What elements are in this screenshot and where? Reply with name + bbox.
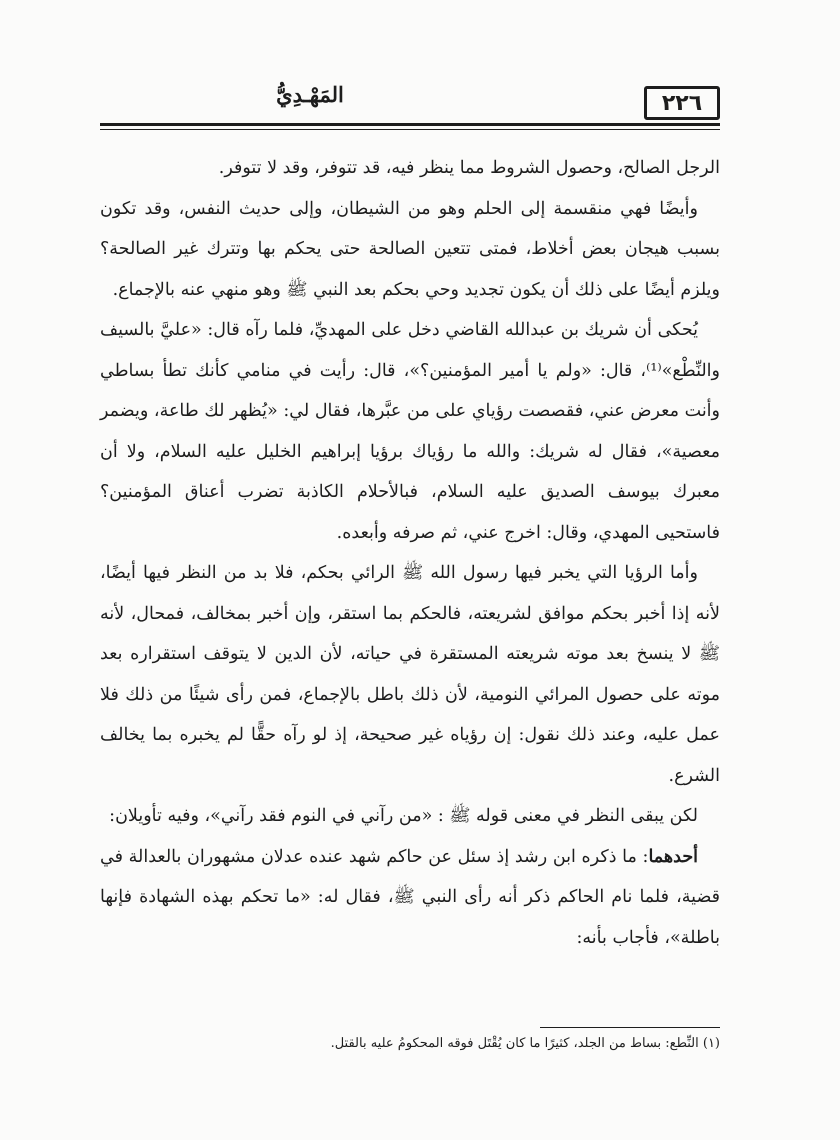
body-text (100, 148, 720, 958)
page-header (100, 80, 720, 124)
paragraph-first-interpretation (100, 837, 720, 959)
paragraph: يُحكى أن شريك بن عبدالله القاضي دخل على المهديِّ، فلما رآه قال: «عليَّ بالسيف والنِّطْع»⁽¹⁾، قال: «ولم يا أمير المؤمنين؟»، قال: رأيت في منامي كأنك تطأ بساطي وأنت معرض عني، فقصصت رؤياي على من عبَّرها، فقال لي: «يُظهر لك طاعة، ويضمر معصية»، فقال له شريك: والله ما رؤياك برؤيا إبراهيم الخليل عليه السلام، ولا أن معبرك بيوسف الصديق عليه السلام، فبالأحلام الكاذبة تضرب أعناق المؤمنين؟ فاستحيى المهدي، وقال: اخرج عني، ثم صرفه وأبعده. (100, 320, 720, 543)
paragraph: لكن يبقى النظر في معنى قوله ﷺ : «من رآني في النوم فقد رآني»، وفيه تأويلان: (109, 806, 698, 826)
header-rule-thin (100, 129, 720, 130)
header-rule-thick (100, 123, 720, 126)
running-title: المَهْـدِيُّ (276, 82, 344, 107)
paragraph: وأما الرؤيا التي يخبر فيها رسول الله ﷺ الرائي بحكم، فلا بد من النظر فيها أيضًا، لأنه إذا أخبر بحكم موافق لشريعته، فالحكم بما استقر، وإن أخبر بمخالف، فمحال، لأنه ﷺ لا ينسخ بعد موته شريعته المستقرة في حياته، لأن الدين لا يتوقف استقراره بعد موته على حصول المرائي النومية، لأن ذلك باطل بالإجماع، فمن رأى شيئًا من ذلك فلا عمل عليه، وعند ذلك نقول: إن رؤياه غير صحيحة، إذ لو رآه حقًّا لم يخبره بما يخالف الشرع. (100, 563, 720, 786)
interpretation-text: : ما ذكره ابن رشد إذ سئل عن حاكم شهد عنده عدلان مشهوران بالعدالة في قضية، فلما نام الحاكم ذكر أنه رأى النبي ﷺ، فقال له: «ما تحكم بهذه الشهادة فإنها باطلة»، فأجاب بأنه: (100, 846, 720, 948)
interpretation-lead: أحدهما (648, 846, 698, 867)
footnote-separator (540, 1027, 720, 1028)
paragraph: الرجل الصالح، وحصول الشروط مما ينظر فيه، قد تتوفر، وقد لا تتوفر. (218, 158, 720, 178)
page-number: ٢٢٦ (644, 86, 720, 120)
footnote: (١) النِّطع: بساط من الجلد، كثيرًا ما كان يُقْتَل فوقه المحكومُ عليه بالقتل. (330, 1036, 720, 1051)
paragraph: وأيضًا فهي منقسمة إلى الحلم وهو من الشيطان، وإلى حديث النفس، وقد تكون بسبب هيجان بعض أخلاط، فمتى تتعين الصالحة حتى يحكم بها وتترك غير الصالحة؟ ويلزم أيضًا على ذلك أن يكون تجديد وحي بحكم بعد النبي ﷺ وهو منهي عنه بالإجماع. (100, 198, 720, 300)
